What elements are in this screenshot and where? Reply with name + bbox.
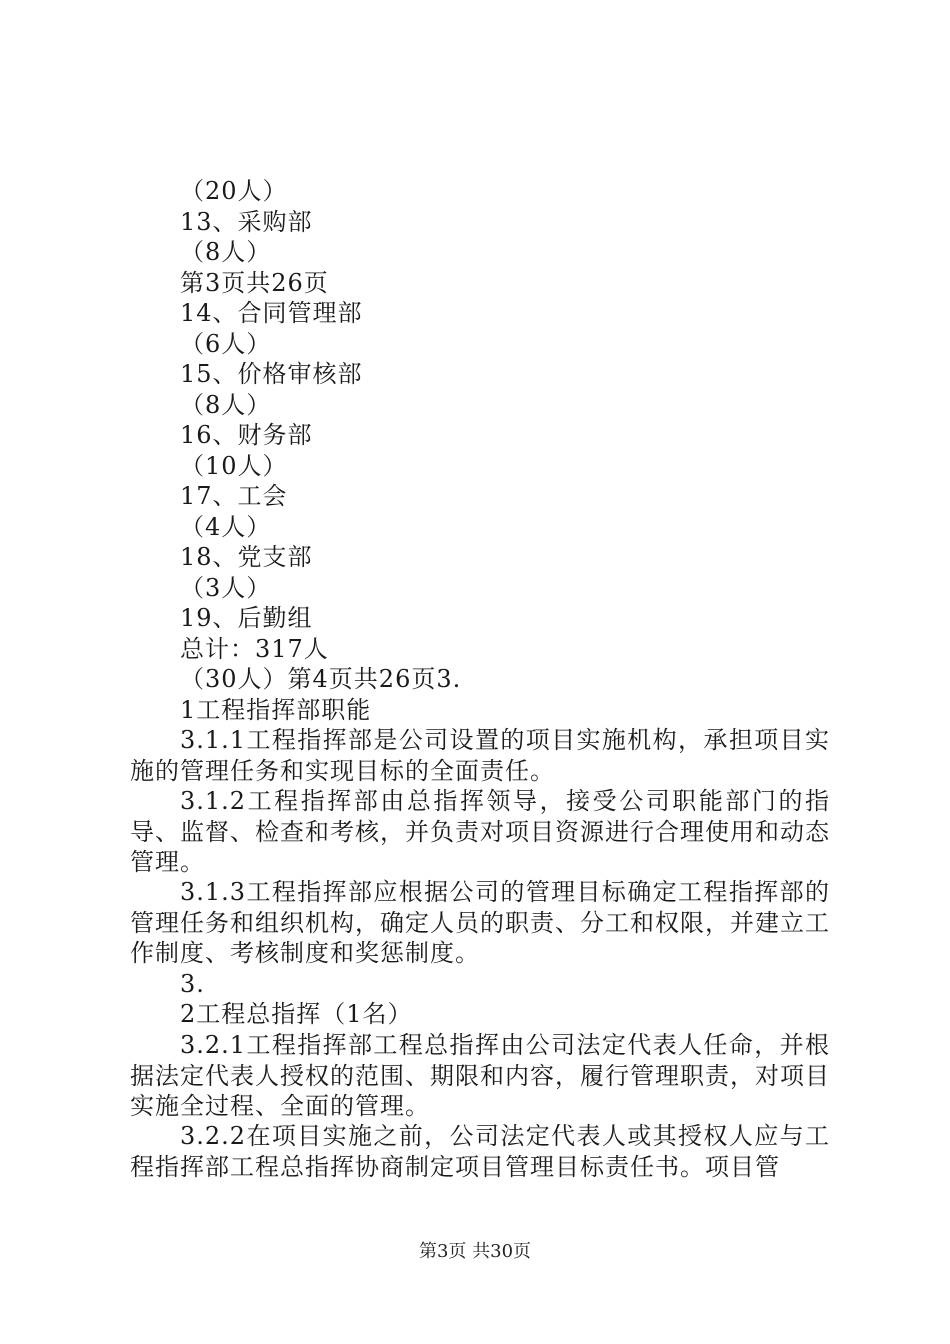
text-line: （4人） xyxy=(180,513,272,541)
paragraph: 3.2.2在项目实施之前，公司法定代表人或其授权人应与工程指挥部工程总指挥协商制定项目管理目标责任书。项目管 xyxy=(130,1122,830,1181)
text-line: （8人） xyxy=(180,238,272,266)
text-line: （10人） xyxy=(180,452,288,480)
text-line: （6人） xyxy=(180,330,272,358)
text-line: 18、党支部 xyxy=(180,543,313,571)
paragraph: 3.1.1工程指挥部是公司设置的项目实施机构，承担项目实施的管理任务和实现目标的全面责任。 xyxy=(130,726,830,785)
page-footer: 第3页 共30页 xyxy=(418,1241,532,1262)
paragraph: 3.1.2工程指挥部由总指挥领导，接受公司职能部门的指导、监督、检查和考核，并负责对项目资源进行合理使用和动态管理。 xyxy=(130,787,830,876)
text-line: 17、工会 xyxy=(180,482,288,510)
text-line: （30人）第4页共26页3. xyxy=(180,665,462,693)
text-line: （8人） xyxy=(180,391,272,419)
text-line: 14、合同管理部 xyxy=(180,299,363,327)
paragraph: 3.2.1工程指挥部工程总指挥由公司法定代表人任命，并根据法定代表人授权的范围、期限和内容，履行管理职责，对项目实施全过程、全面的管理。 xyxy=(130,1031,830,1120)
text-line: 总计：317人 xyxy=(180,635,329,663)
text-line: （20人） xyxy=(180,177,288,205)
section-heading: 2工程总指挥（1名） xyxy=(180,1000,413,1028)
text-line: 13、采购部 xyxy=(180,208,313,236)
section-number: 3. xyxy=(180,970,205,998)
paragraph: 3.1.3工程指挥部应根据公司的管理目标确定工程指挥部的管理任务和组织机构，确定人员的职责、分工和权限，并建立工作制度、考核制度和奖惩制度。 xyxy=(130,878,830,967)
text-line: （3人） xyxy=(180,574,272,602)
text-line: 1工程指挥部职能 xyxy=(180,696,372,724)
text-line: 15、价格审核部 xyxy=(180,360,363,388)
text-line: 16、财务部 xyxy=(180,421,313,449)
text-line: 19、后勤组 xyxy=(180,604,313,632)
text-line: 第3页共26页 xyxy=(180,269,329,297)
